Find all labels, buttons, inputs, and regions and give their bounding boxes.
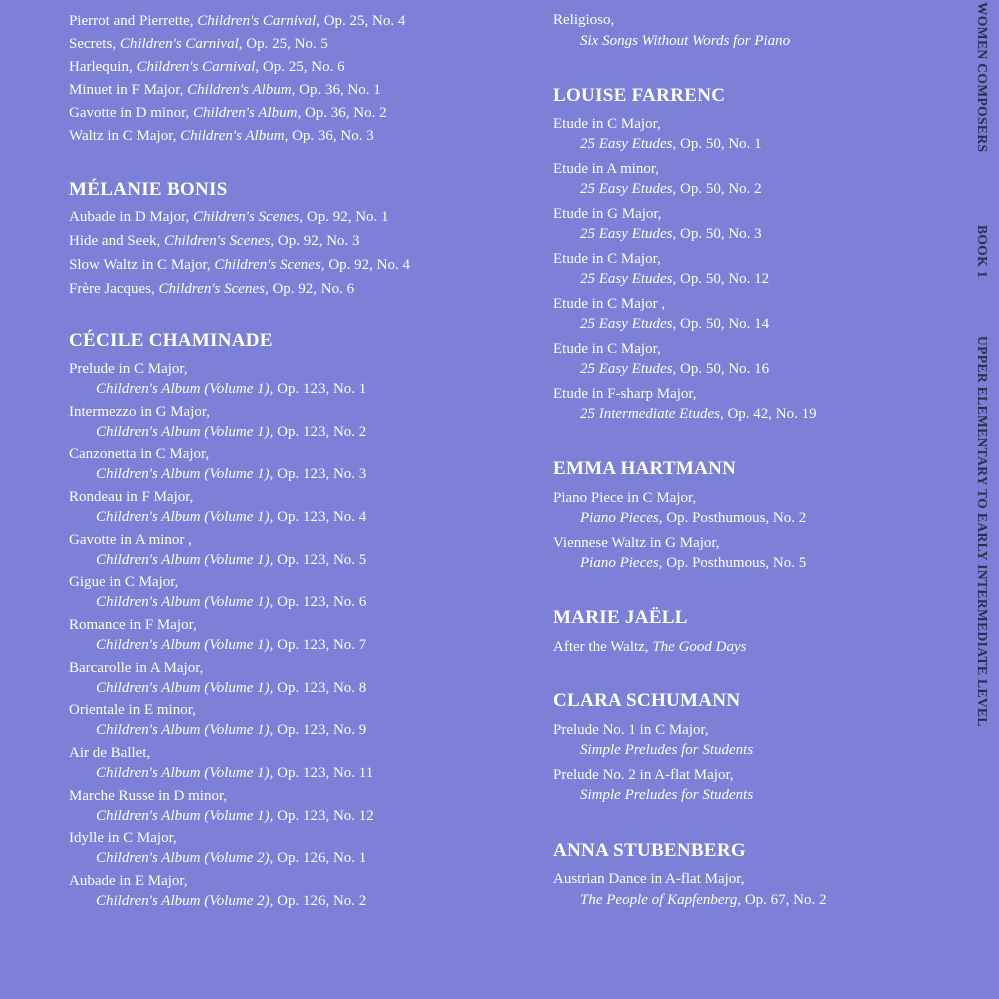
- list-item-source: Children's Album (Volume 1), Op. 123, No. 9: [96, 722, 367, 738]
- list-item-source: Simple Preludes for Students: [580, 787, 754, 803]
- spine-header: [968, 0, 990, 999]
- list-item-title: Etude in C Major,: [553, 116, 661, 132]
- list-item: Frère Jacques, Children's Scenes, Op. 92, No. 6: [69, 281, 355, 297]
- list-item-title: Intermezzo in G Major,: [69, 404, 211, 420]
- list-item-title: Viennese Waltz in G Major,: [553, 535, 720, 551]
- composer-heading-bonis: MÉLANIE BONIS: [69, 179, 228, 200]
- composer-heading-stubenberg: ANNA STUBENBERG: [553, 840, 746, 861]
- list-item-source: Children's Album (Volume 1), Op. 123, No. 5: [96, 552, 367, 568]
- composer-heading-chaminade: CÉCILE CHAMINADE: [69, 330, 273, 351]
- list-item-title: Etude in A minor,: [553, 161, 660, 177]
- list-item: Secrets, Children's Carnival, Op. 25, No. 5: [69, 36, 328, 52]
- list-item-source: Children's Album (Volume 1), Op. 123, No. 11: [96, 765, 374, 781]
- list-item-title: Gigue in C Major,: [69, 574, 179, 590]
- list-item-title: Etude in F-sharp Major,: [553, 386, 697, 402]
- list-item-source: 25 Easy Etudes, Op. 50, No. 2: [580, 181, 762, 197]
- list-item-source: Children's Album (Volume 1), Op. 123, No. 6: [96, 594, 367, 610]
- composer-heading-schumann: CLARA SCHUMANN: [553, 690, 741, 711]
- list-item-source: Children's Album (Volume 1), Op. 123, No. 2: [96, 424, 367, 440]
- list-item: Harlequin, Children's Carnival, Op. 25, No. 6: [69, 59, 345, 75]
- list-item: After the Waltz, The Good Days: [553, 639, 747, 655]
- composer-heading-farrenc: LOUISE FARRENC: [553, 85, 726, 106]
- list-item-title: Austrian Dance in A-flat Major,: [553, 871, 745, 887]
- list-item: Slow Waltz in C Major, Children's Scenes, Op. 92, No. 4: [69, 257, 410, 273]
- list-item-title: Etude in C Major ,: [553, 296, 666, 312]
- list-item-source: 25 Intermediate Etudes, Op. 42, No. 19: [580, 406, 817, 422]
- list-item-title: Piano Piece in C Major,: [553, 490, 697, 506]
- list-item: Waltz in C Major, Children's Album, Op. 36, No. 3: [69, 128, 374, 144]
- list-item-source: Children's Album (Volume 1), Op. 123, No. 3: [96, 466, 367, 482]
- list-item-source: Children's Album (Volume 1), Op. 123, No. 4: [96, 509, 367, 525]
- list-item-source: 25 Easy Etudes, Op. 50, No. 3: [580, 226, 762, 242]
- list-item-source: Six Songs Without Words for Piano: [580, 33, 791, 49]
- list-item-title: Etude in C Major,: [553, 251, 661, 267]
- list-item-source: Piano Pieces, Op. Posthumous, No. 2: [580, 510, 807, 526]
- spine-book: BOOK 1: [975, 225, 990, 279]
- list-item-title: Aubade in E Major,: [69, 873, 188, 889]
- list-item-source: 25 Easy Etudes, Op. 50, No. 12: [580, 271, 770, 287]
- list-item-source: 25 Easy Etudes, Op. 50, No. 16: [580, 361, 770, 377]
- list-item-source: Children's Album (Volume 2), Op. 126, No. 2: [96, 893, 367, 909]
- list-item: Minuet in F Major, Children's Album, Op. 36, No. 1: [69, 82, 381, 98]
- list-item: Pierrot and Pierrette, Children's Carnival, Op. 25, No. 4: [69, 13, 406, 29]
- list-item-title: Idylle in C Major,: [69, 830, 177, 846]
- list-item-title: Barcarolle in A Major,: [69, 660, 204, 676]
- list-item-source: Children's Album (Volume 1), Op. 123, No. 1: [96, 381, 367, 397]
- list-item-title: Canzonetta in C Major,: [69, 446, 210, 462]
- list-item-source: Piano Pieces, Op. Posthumous, No. 5: [580, 555, 807, 571]
- list-item-title: Romance in F Major,: [69, 617, 197, 633]
- composer-heading-hartmann: EMMA HARTMANN: [553, 458, 737, 479]
- list-item-source: 25 Easy Etudes, Op. 50, No. 14: [580, 316, 770, 332]
- list-item-source: 25 Easy Etudes, Op. 50, No. 1: [580, 136, 762, 152]
- list-item-title: Etude in C Major,: [553, 341, 661, 357]
- list-item-title: Rondeau in F Major,: [69, 489, 194, 505]
- list-item-source: Children's Album (Volume 1), Op. 123, No. 7: [96, 637, 367, 653]
- list-item: Aubade in D Major, Children's Scenes, Op. 92, No. 1: [69, 209, 389, 225]
- list-item-title: Air de Ballet,: [69, 745, 151, 761]
- list-item-title: Religioso,: [553, 12, 615, 28]
- list-item-title: Prelude in C Major,: [69, 361, 188, 377]
- list-item-source: Children's Album (Volume 1), Op. 123, No. 8: [96, 680, 367, 696]
- list-item-source: Children's Album (Volume 2), Op. 126, No. 1: [96, 850, 367, 866]
- list-item: Hide and Seek, Children's Scenes, Op. 92, No. 3: [69, 233, 360, 249]
- composer-heading-jaell: MARIE JAËLL: [553, 607, 688, 628]
- list-item-source: Children's Album (Volume 1), Op. 123, No. 12: [96, 808, 374, 824]
- spine-level: UPPER ELEMENTARY TO EARLY INTERMEDIATE LEVEL: [975, 336, 990, 727]
- list-item-title: Marche Russe in D minor,: [69, 788, 228, 804]
- spine-series: WOMEN COMPOSERS: [975, 2, 990, 153]
- list-item-source: The People of Kapfenberg, Op. 67, No. 2: [580, 892, 827, 908]
- list-item-title: Prelude No. 2 in A-flat Major,: [553, 767, 734, 783]
- list-item-title: Etude in G Major,: [553, 206, 662, 222]
- list-item-title: Gavotte in A minor ,: [69, 532, 192, 548]
- list-item-source: Simple Preludes for Students: [580, 742, 754, 758]
- list-item: Gavotte in D minor, Children's Album, Op. 36, No. 2: [69, 105, 387, 121]
- list-item-title: Prelude No. 1 in C Major,: [553, 722, 709, 738]
- list-item-title: Orientale in E minor,: [69, 702, 196, 718]
